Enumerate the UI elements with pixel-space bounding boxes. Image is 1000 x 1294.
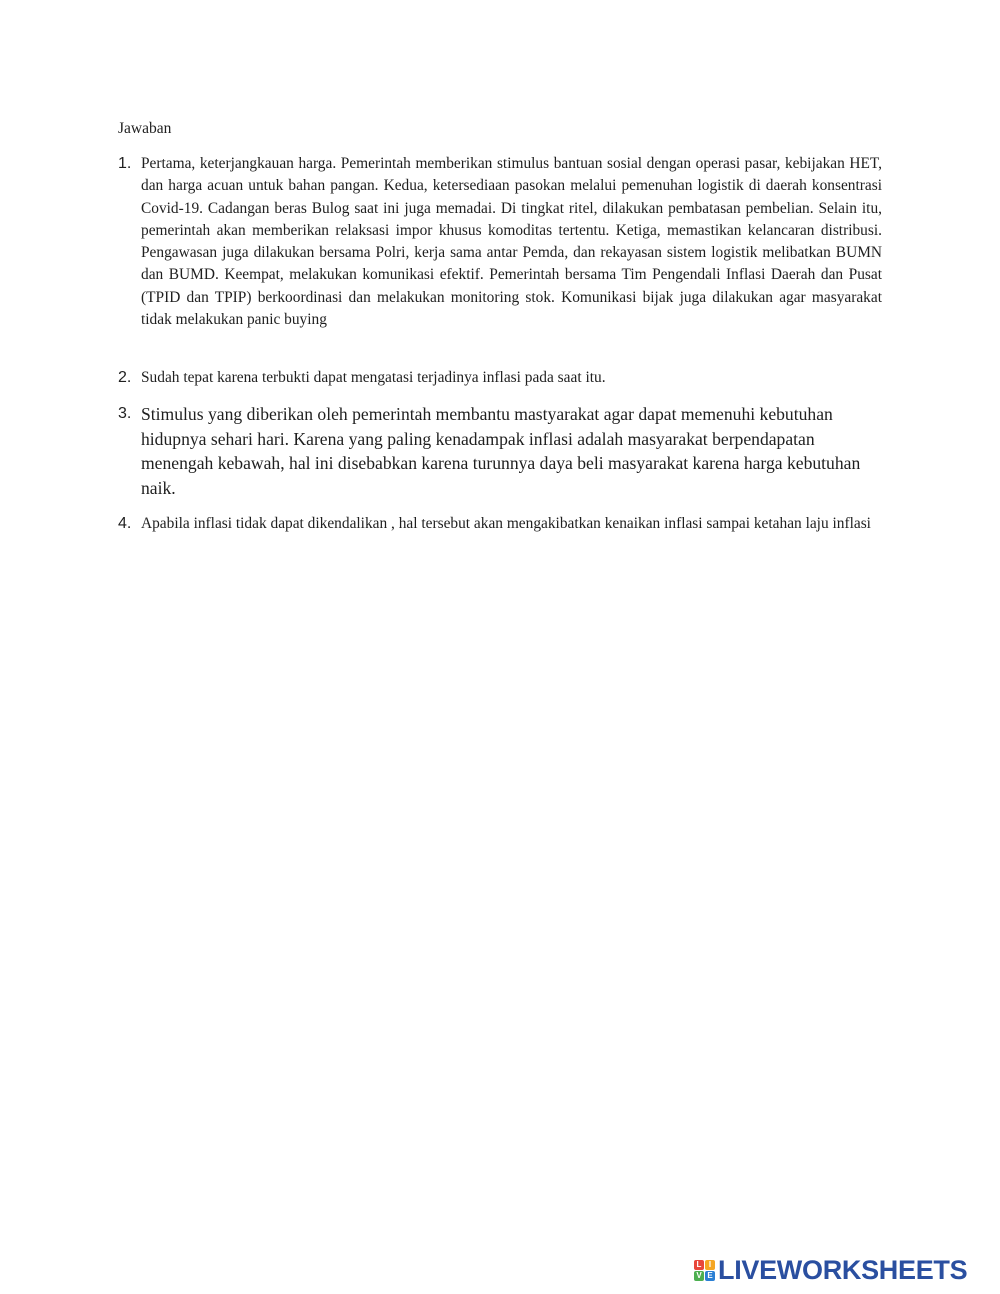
live-block-l: L bbox=[694, 1260, 704, 1270]
live-blocks-icon bbox=[694, 1260, 715, 1281]
live-block-e: E bbox=[705, 1271, 715, 1281]
answer-text: Apabila inflasi tidak dapat dikendalikan , hal tersebut akan mengakibatkan kenaikan inflasi sampai ketahan laju inflasi bbox=[141, 515, 871, 532]
brand-name: LIVEWORKSHEETS bbox=[718, 1255, 968, 1285]
answer-item-3 bbox=[118, 402, 882, 500]
liveworksheets-logo bbox=[694, 1255, 967, 1285]
answer-item-2 bbox=[118, 367, 882, 389]
answer-text: Sudah tepat karena terbukti dapat mengatasi terjadinya inflasi pada saat itu. bbox=[141, 369, 606, 386]
answer-item-1 bbox=[118, 153, 882, 331]
live-block-i: I bbox=[705, 1260, 715, 1270]
answer-number: 2. bbox=[118, 369, 132, 386]
answer-number: 1. bbox=[118, 155, 132, 172]
answer-text: Pertama, keterjangkauan harga. Pemerintah memberikan stimulus bantuan sosial dengan operasi pasar, kebijakan HET, dan harga acuan untuk bahan pangan. Kedua, ketersediaan pasokan melalui pemenuhan logistik di daerah konsentrasi Covid-19. Cadangan beras Bulog saat ini juga memadai. Di tingkat ritel, dilakukan pembatasan pembelian. Selain itu, pemerintah akan memberikan relaksasi impor khusus komoditas tertentu. Ketiga, memastikan kelancaran distribusi. Pengawasan juga dilakukan bersama Polri, kerja sama antar Pemda, dan rekayasan sistem logistik melibatkan BUMN dan BUMD. Keempat, melakukan komunikasi efektif. Pemerintah bersama Tim Pengendali Inflasi Daerah dan Pusat (TPID dan TPIP) berkoordinasi dan melakukan monitoring stok. Komunikasi bijak juga dilakukan agar masyarakat tidak melakukan panic buying bbox=[141, 155, 882, 329]
answer-item-4 bbox=[118, 513, 882, 536]
live-block-v: V bbox=[694, 1271, 704, 1281]
answer-text: Stimulus yang diberikan oleh pemerintah membantu mastyarakat agar dapat memenuhi kebutuhan hidupnya sehari hari. Karena yang paling kenadampak inflasi adalah masyarakat berpendapatan menengah kebawah, hal ini disebabkan karena turunnya daya beli masyarakat karena harga kebutuhan naik. bbox=[141, 404, 861, 498]
answer-number: 4. bbox=[118, 515, 132, 532]
page-heading: Jawaban bbox=[118, 120, 172, 137]
answer-number: 3. bbox=[118, 405, 132, 422]
